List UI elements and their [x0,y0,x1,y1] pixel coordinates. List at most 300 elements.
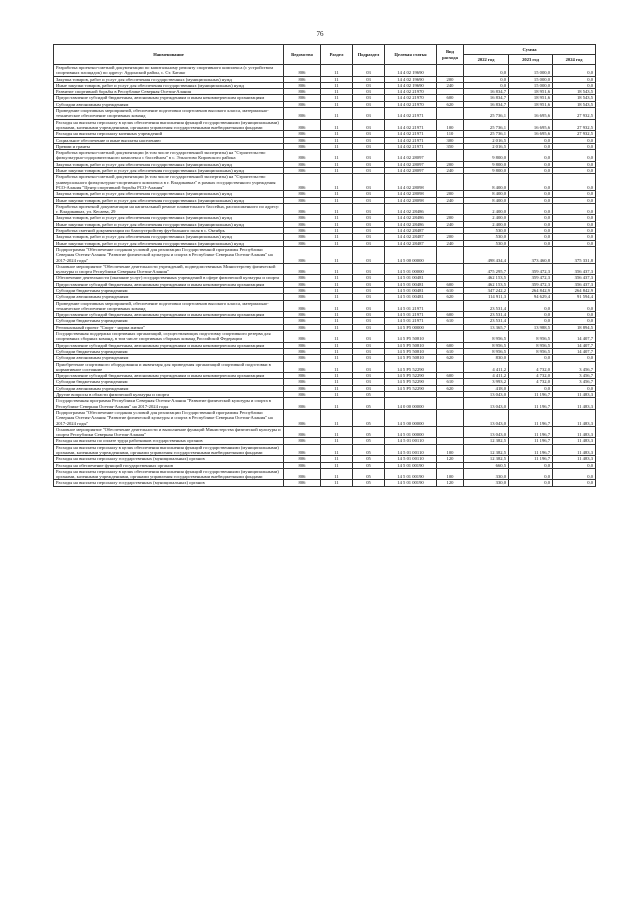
header-name: Наименование [54,45,284,65]
cell-year-3: 356 437,3 [553,263,596,275]
cell-cel: 14 4 02 28486 [385,203,437,215]
cell-razdel: 11 [321,373,353,379]
cell-podrazdel: 03 [353,385,385,391]
table-row [54,108,596,120]
cell-year-2: 0,0 [509,168,553,174]
cell-year-2: 11 196,7 [509,456,553,462]
cell-vid: 100 [437,119,464,131]
cell-year-2: 11 196,7 [509,444,553,456]
cell-vid: 240 [437,240,464,246]
cell-year-2: 4 732,0 [509,379,553,385]
cell-name: Субсидии бюджетным учреждениям [54,287,284,293]
cell-name: Подпрограмма "Обеспечение создания условий для реализации Государственной программы Республики Северная Осетия-Алания "Развитие физической культуры и спорта в Республике Северная Осетия-Алания" на 2017-2024 годы" [54,409,284,426]
cell-year-3: 18 543,5 [553,101,596,107]
cell-year-3: 11 483,3 [553,444,596,456]
cell-year-3: 0,0 [553,197,596,203]
cell-razdel: 11 [321,108,353,120]
cell-razdel: 11 [321,76,353,82]
cell-year-2: 0,0 [509,143,553,149]
cell-cel: 14 5 01 00110 [385,444,437,456]
cell-cel: 14 4 02 28487 [385,240,437,246]
cell-name: Разработка проектно-сметной документации (в том числе государственной экспертизы) на "Строительство универсального физкультурно-спортивного комплекса в г. Владикавказ" в рамках государственного учреждения РСО-Алания "Центр спортивной борьбы РСО-Алания" [54,174,284,191]
cell-year-1: 418,0 [464,385,509,391]
cell-vid: 240 [437,168,464,174]
cell-cel: 14 4 02 21971 [385,108,437,120]
cell-name: Иные закупки товаров, работ и услуг для обеспечения государственных (муниципальных) нужд [54,221,284,227]
cell-year-3: 0,0 [553,161,596,167]
cell-podrazdel: 03 [353,240,385,246]
cell-cel: 14 4 02 28486 [385,215,437,221]
cell-ved: 806 [284,168,321,174]
cell-ved: 806 [284,228,321,234]
cell-name: Предоставление субсидий бюджетным, автономным учреждениям и иным некоммерческим организациям [54,312,284,318]
cell-podrazdel: 05 [353,438,385,444]
cell-ved: 806 [284,263,321,275]
cell-name: Иные закупки товаров, работ и услуг для обеспечения государственных (муниципальных) нужд [54,240,284,246]
cell-razdel: 11 [321,398,353,410]
cell-name: Расходы на выплаты персоналу в целях обеспечения выполнения функций государственными (муниципальными) органами, казенными учреждениями, органами управления государственными внебюджетными фондами [54,119,284,131]
table-row [54,468,596,480]
cell-cel: 14 4 02 21970 [385,89,437,95]
cell-year-2: 0,0 [509,312,553,318]
cell-ved: 806 [284,287,321,293]
cell-year-1: 330,0 [464,468,509,480]
cell-name: Закупка товаров, работ и услуг для обеспечения государственных (муниципальных) нужд [54,234,284,240]
cell-year-2: 0,0 [509,480,553,486]
cell-razdel: 11 [321,263,353,275]
cell-year-1: 475 295,7 [464,263,509,275]
cell-year-3: 0,0 [553,137,596,143]
cell-year-1: 25 736,1 [464,108,509,120]
cell-razdel: 11 [321,409,353,426]
cell-vid [437,426,464,438]
cell-year-3: 14 407,7 [553,342,596,348]
cell-year-3: 11 483,3 [553,426,596,438]
cell-year-3: 0,0 [553,300,596,312]
cell-podrazdel: 03 [353,275,385,281]
cell-year-1: 13 043,0 [464,392,509,398]
cell-ved: 806 [284,150,321,162]
cell-year-1: 530,0 [464,234,509,240]
cell-year-3: 264 842,9 [553,287,596,293]
cell-cel: 14 5 01 21971 [385,312,437,318]
cell-year-1: 8 956,5 [464,348,509,354]
cell-year-1: 25 736,1 [464,119,509,131]
cell-name: Субсидии бюджетным учреждениям [54,379,284,385]
cell-name: Предоставление субсидий бюджетным, автономным учреждениям и иным некоммерческим организациям [54,342,284,348]
cell-year-2: 11 196,7 [509,438,553,444]
cell-year-1: 462 153,5 [464,281,509,287]
cell-year-3: 0,0 [553,468,596,480]
cell-year-1: 13 365,7 [464,324,509,330]
cell-podrazdel: 03 [353,281,385,287]
cell-razdel: 11 [321,312,353,318]
cell-podrazdel: 03 [353,95,385,101]
cell-podrazdel: 03 [353,361,385,373]
cell-year-1: 0,0 [464,65,509,77]
cell-podrazdel: 03 [353,348,385,354]
cell-year-2: 11 196,7 [509,392,553,398]
cell-razdel: 11 [321,438,353,444]
cell-vid: 200 [437,76,464,82]
cell-vid: 120 [437,480,464,486]
cell-name: Субсидии автономным учреждениям [54,101,284,107]
cell-year-1: 0,0 [464,82,509,88]
cell-cel: 14 4 02 28097 [385,150,437,162]
cell-year-2: 11 196,7 [509,398,553,410]
table-body [54,65,596,487]
cell-cel: 14 4 02 21970 [385,95,437,101]
cell-cel: 14 5 P5 50810 [385,342,437,348]
cell-year-1: 8 400,0 [464,197,509,203]
header-ved: Ведомство [284,45,321,65]
cell-vid: 200 [437,215,464,221]
cell-ved: 806 [284,444,321,456]
cell-ved: 806 [284,379,321,385]
cell-year-3: 27 932,5 [553,108,596,120]
cell-vid [437,150,464,162]
table-row [54,398,596,410]
cell-year-3: 0,0 [553,355,596,361]
cell-podrazdel: 05 [353,426,385,438]
cell-cel: 14 5 01 21971 [385,300,437,312]
cell-year-3: 18 894,5 [553,324,596,330]
cell-vid: 620 [437,101,464,107]
cell-name: Расходы на выплаты по оплате труда работников государственных органов [54,438,284,444]
cell-razdel: 11 [321,197,353,203]
cell-year-1: 462 153,5 [464,275,509,281]
cell-name: Субсидии автономным учреждениям [54,294,284,300]
cell-podrazdel: 03 [353,82,385,88]
cell-year-3: 11 483,3 [553,438,596,444]
cell-year-2: 4 732,0 [509,373,553,379]
cell-podrazdel: 03 [353,318,385,324]
cell-year-2: 8 956,5 [509,342,553,348]
cell-cel: 14 5 01 00190 [385,468,437,480]
cell-year-2: 373 460,8 [509,246,553,263]
cell-year-3: 0,0 [553,76,596,82]
table-header [54,45,596,65]
cell-razdel: 11 [321,275,353,281]
cell-vid [437,263,464,275]
cell-ved: 806 [284,398,321,410]
cell-cel: 14 4 02 19690 [385,76,437,82]
cell-razdel: 11 [321,361,353,373]
cell-year-2: 0,0 [509,300,553,312]
cell-podrazdel: 03 [353,263,385,275]
cell-ved: 806 [284,137,321,143]
cell-podrazdel: 03 [353,137,385,143]
cell-year-1: 25 736,1 [464,131,509,137]
cell-podrazdel: 03 [353,150,385,162]
cell-razdel: 11 [321,119,353,131]
cell-year-1: 3 993,2 [464,379,509,385]
cell-razdel: 11 [321,342,353,348]
cell-year-1: 498 434,4 [464,246,509,263]
table-row [54,203,596,215]
cell-ved: 806 [284,324,321,330]
cell-year-3: 0,0 [553,240,596,246]
cell-podrazdel: 03 [353,215,385,221]
cell-ved: 806 [284,143,321,149]
cell-vid: 610 [437,287,464,293]
cell-year-1: 2 400,0 [464,221,509,227]
cell-podrazdel: 05 [353,462,385,468]
cell-year-3: 356 437,3 [553,275,596,281]
cell-year-2: 8 956,5 [509,331,553,343]
cell-ved: 806 [284,312,321,318]
cell-podrazdel: 03 [353,331,385,343]
cell-year-1: 13 043,0 [464,426,509,438]
cell-year-1: 9 800,0 [464,161,509,167]
cell-ved: 806 [284,438,321,444]
cell-vid [437,174,464,191]
cell-year-1: 8 400,0 [464,174,509,191]
cell-cel: 14 4 02 19690 [385,65,437,77]
cell-vid: 620 [437,385,464,391]
cell-year-2: 0,0 [509,215,553,221]
cell-razdel: 11 [321,82,353,88]
cell-year-1: 830,0 [464,355,509,361]
cell-ved: 806 [284,65,321,77]
cell-year-1: 8 956,5 [464,331,509,343]
cell-razdel: 11 [321,150,353,162]
cell-year-2: 15 000,0 [509,65,553,77]
cell-cel: 14 5 P5 52290 [385,373,437,379]
cell-ved: 806 [284,300,321,312]
table-row [54,65,596,77]
cell-vid: 600 [437,312,464,318]
cell-year-1: 8 956,5 [464,342,509,348]
cell-year-3: 375 331,8 [553,246,596,263]
cell-cel: 14 4 02 28487 [385,228,437,234]
cell-razdel: 11 [321,240,353,246]
cell-ved: 806 [284,318,321,324]
cell-razdel: 11 [321,101,353,107]
cell-vid: 600 [437,373,464,379]
cell-razdel: 11 [321,168,353,174]
cell-razdel: 11 [321,324,353,330]
cell-ved: 806 [284,234,321,240]
cell-ved: 806 [284,480,321,486]
cell-ved: 806 [284,240,321,246]
cell-name: Основное мероприятие "Обеспечение деятельности и выполнение функций Министерства физической культуры и спорта Республики Северная Осетия-Алания" [54,426,284,438]
cell-podrazdel: 03 [353,101,385,107]
cell-ved: 806 [284,281,321,287]
cell-year-3: 3 456,7 [553,379,596,385]
cell-cel: 14 5 01 00000 [385,263,437,275]
header-vid: Вид расхода [437,45,464,65]
cell-year-1: 9 800,0 [464,168,509,174]
cell-year-3: 91 594,4 [553,294,596,300]
cell-podrazdel: 03 [353,119,385,131]
header-year-2: 2023 год [509,55,553,65]
cell-vid [437,409,464,426]
cell-cel: 14 5 01 00000 [385,426,437,438]
cell-vid: 100 [437,468,464,480]
cell-ved: 806 [284,161,321,167]
cell-cel: 14 4 02 28487 [385,234,437,240]
cell-podrazdel: 03 [353,65,385,77]
cell-vid: 200 [437,234,464,240]
cell-year-3: 0,0 [553,203,596,215]
cell-ved: 806 [284,392,321,398]
cell-vid: 600 [437,95,464,101]
cell-podrazdel: 03 [353,300,385,312]
cell-vid [437,108,464,120]
cell-year-3: 0,0 [553,82,596,88]
cell-year-2: 0,0 [509,150,553,162]
cell-cel: 14 4 02 21971 [385,143,437,149]
cell-cel: 14 4 02 21971 [385,137,437,143]
cell-podrazdel: 05 [353,392,385,398]
cell-year-3: 0,0 [553,215,596,221]
cell-podrazdel: 03 [353,342,385,348]
cell-year-1: 347 242,2 [464,287,509,293]
cell-cel: 14 5 01 00481 [385,275,437,281]
cell-year-2: 0,0 [509,137,553,143]
cell-cel: 14 4 02 28097 [385,168,437,174]
cell-podrazdel: 03 [353,108,385,120]
cell-name: Иные закупки товаров, работ и услуг для обеспечения государственных (муниципальных) нужд [54,168,284,174]
cell-podrazdel: 03 [353,294,385,300]
cell-podrazdel: 03 [353,287,385,293]
cell-year-2: 359 472,3 [509,263,553,275]
cell-year-2: 18 951,6 [509,101,553,107]
cell-year-1: 12 382,5 [464,456,509,462]
cell-name: Расходы на выплаты персоналу в целях обеспечения выполнения функций государственными (муниципальными) органами, казенными учреждениями, органами управления государственными внебюджетными фондами [54,444,284,456]
cell-name: Закупка товаров, работ и услуг для обеспечения государственных (муниципальных) нужд [54,161,284,167]
cell-name: Субсидии автономным учреждениям [54,355,284,361]
cell-ved: 806 [284,131,321,137]
table-row [54,263,596,275]
table-row [54,444,596,456]
cell-razdel: 11 [321,318,353,324]
cell-ved: 806 [284,221,321,227]
cell-year-1: 12 382,5 [464,444,509,456]
cell-vid: 350 [437,143,464,149]
cell-cel: 14 4 02 28098 [385,191,437,197]
table-row [54,150,596,162]
cell-name: Разработка сметной документации по благоустройству футбольного поля в с. Октябрь [54,228,284,234]
cell-year-1: 0,0 [464,76,509,82]
cell-razdel: 11 [321,456,353,462]
cell-podrazdel: 05 [353,468,385,480]
cell-year-2: 0,0 [509,462,553,468]
cell-year-3: 11 483,3 [553,409,596,426]
cell-razdel: 11 [321,379,353,385]
cell-year-1: 12 382,5 [464,438,509,444]
cell-year-2: 16 695,6 [509,131,553,137]
cell-razdel: 11 [321,131,353,137]
cell-razdel: 11 [321,300,353,312]
cell-ved: 806 [284,197,321,203]
cell-vid: 600 [437,281,464,287]
cell-razdel: 11 [321,392,353,398]
table-row [54,426,596,438]
cell-year-1: 23 531,4 [464,300,509,312]
cell-podrazdel: 05 [353,398,385,410]
cell-name: Разработка проектной документации на капитальный ремонт плавательного бассейна, расположенного по адресу: г. Владикавказ, ул. Кесаева, 29 [54,203,284,215]
cell-ved: 806 [284,89,321,95]
cell-cel: 14 5 P5 00000 [385,324,437,330]
cell-year-3: 11 483,3 [553,398,596,410]
cell-year-3: 0,0 [553,221,596,227]
cell-name: Основное мероприятие "Обеспечение деятельности учреждений, подведомственных Министерству физической культуры и спорта Республики Северная Осетия-Алания" [54,263,284,275]
cell-year-1: 13 043,0 [464,398,509,410]
cell-vid: 200 [437,161,464,167]
cell-cel: 14 5 P5 52290 [385,385,437,391]
cell-year-2: 8 956,5 [509,348,553,354]
cell-podrazdel: 03 [353,168,385,174]
cell-podrazdel: 05 [353,409,385,426]
cell-vid [437,246,464,263]
cell-year-3: 3 456,7 [553,361,596,373]
cell-year-3: 11 483,3 [553,392,596,398]
cell-year-2: 0,0 [509,161,553,167]
header-summa: Сумма [464,45,596,55]
cell-vid: 300 [437,137,464,143]
cell-podrazdel: 03 [353,89,385,95]
cell-year-1: 16 834,7 [464,95,509,101]
cell-podrazdel: 03 [353,143,385,149]
cell-razdel: 11 [321,203,353,215]
header-cel: Целевая статья [385,45,437,65]
table-row [54,480,596,486]
cell-cel: 14 5 01 21971 [385,318,437,324]
cell-podrazdel: 03 [353,161,385,167]
cell-ved: 806 [284,191,321,197]
cell-year-1: 13 043,0 [464,409,509,426]
cell-year-2: 0,0 [509,355,553,361]
cell-cel: 14 5 01 00481 [385,294,437,300]
cell-cel: 14 4 02 21971 [385,131,437,137]
cell-cel: 14 5 01 00481 [385,287,437,293]
cell-name: Предоставление субсидий бюджетным, автономным учреждениям и иным некоммерческим организациям [54,95,284,101]
cell-razdel: 11 [321,234,353,240]
cell-year-1: 23 531,4 [464,318,509,324]
cell-year-2: 11 196,7 [509,426,553,438]
cell-cel: 14 4 02 28098 [385,174,437,191]
cell-cel: 14 5 01 00481 [385,281,437,287]
cell-ved: 806 [284,373,321,379]
cell-year-1: 4 411,2 [464,373,509,379]
cell-ved: 806 [284,275,321,281]
cell-name: Субсидии бюджетным учреждениям [54,318,284,324]
header-year-1: 2022 год [464,55,509,65]
cell-year-2: 0,0 [509,174,553,191]
cell-cel: 14 4 02 28486 [385,221,437,227]
cell-podrazdel: 03 [353,355,385,361]
cell-year-3: 0,0 [553,318,596,324]
cell-vid [437,65,464,77]
budget-table [53,44,596,487]
cell-podrazdel: 03 [353,197,385,203]
cell-year-2: 0,0 [509,385,553,391]
cell-year-1: 23 531,4 [464,312,509,318]
cell-razdel: 11 [321,228,353,234]
cell-vid [437,361,464,373]
cell-name: Разработка проектно-сметной документации (в том числе государственной экспертизы) на "Строительство физкультурно-оздоровительного комплекса с бассейном" в с. Эльхотово Кировского района [54,150,284,162]
cell-year-3: 0,0 [553,462,596,468]
cell-cel: 14 0 00 00000 [385,398,437,410]
cell-ved: 806 [284,468,321,480]
cell-year-2: 18 951,6 [509,95,553,101]
cell-name: Подпрограмма "Обеспечение создания условий для реализации Государственной программы Республики Северная Осетия-Алания "Развитие физической культуры и спорта в Республике Северная Осетия-Алания" на 2017-2024 годы" [54,246,284,263]
cell-year-1: 330,0 [464,480,509,486]
cell-name: Региональный проект "Спорт - норма жизни" [54,324,284,330]
cell-vid [437,331,464,343]
